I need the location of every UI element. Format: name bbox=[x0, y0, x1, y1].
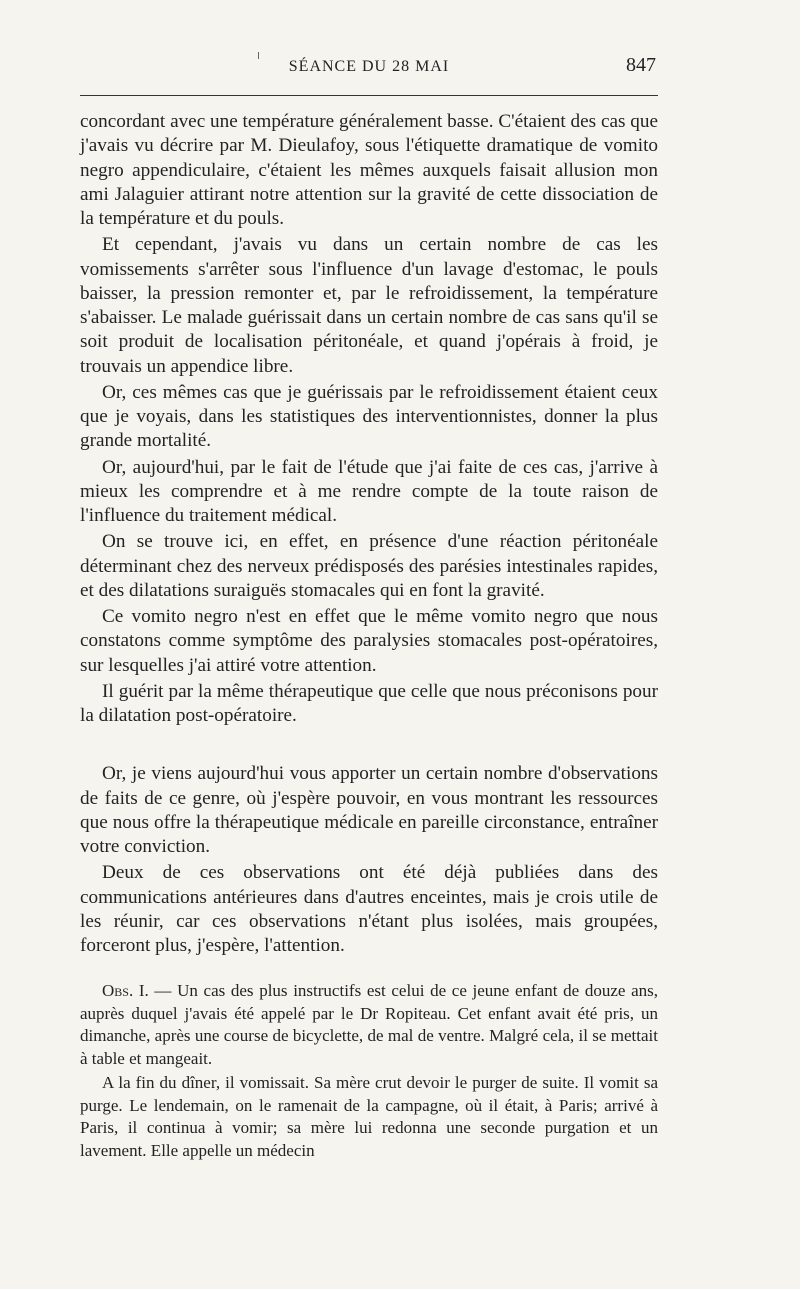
page-number: 847 bbox=[626, 54, 656, 76]
observation-text: Un cas des plus instructifs est celui de ce jeune enfant de douze ans, auprès duquel j'avais été appelé par le Dr Ropiteau. Cet enfant avait été pris, un dimanche, après une course de bicyclette, de mal de ventre. Malgré cela, il se mettait à table et mangeait. bbox=[80, 981, 658, 1068]
header-rule bbox=[80, 95, 658, 96]
observation-label: Obs. I. — bbox=[102, 981, 172, 1001]
paragraph: Deux de ces observations ont été déjà publiées dans des communications antérieures dans d'autres enceintes, mais je crois utile de les réunir, car ces observations n'étant plus isolées, mais groupées, forceront plus, j'espère, l'attention. bbox=[80, 862, 658, 956]
paragraph: Or, aujourd'hui, par le fait de l'étude que j'ai faite de ces cas, j'arrive à mieux les comprendre et à me rendre compte de la toute raison de l'influence du traitement médical. bbox=[80, 456, 658, 526]
paragraph: Et cependant, j'avais vu dans un certain nombre de cas les vomissements s'arrêter sous l'influence d'un lavage d'estomac, le pouls baisser, la pression remonter et, par le refroidissement, la température s'abaisser. Le malade guérissait dans un certain nombre de cas sans qu'il se soit produit de localisation péritonéale, et quand j'opérais à froid, je trouvais un appendice libre. bbox=[80, 234, 658, 377]
section-gap bbox=[80, 960, 658, 980]
paragraph: Or, ces mêmes cas que je guérissais par le refroidissement étaient ceux que je voyais, dans les statistiques des interventionnistes, donner la plus grande mortalité. bbox=[80, 381, 658, 452]
section-gap bbox=[80, 730, 658, 762]
paragraph-continued: concordant avec une température généralement basse. C'étaient des cas que j'avais vu décrire par M. Dieulafoy, sous l'étiquette dramatique de vomito negro appendiculaire, c'étaient les mêmes auxquels faisait allusion mon ami Jalaguier attirant notre attention sur la gravité de cette dissociation de la température et du pouls. bbox=[80, 111, 658, 229]
page-body bbox=[80, 110, 658, 1162]
paragraph: Or, je viens aujourd'hui vous apporter un certain nombre d'observations de faits de ce genre, où j'espère pouvoir, en vous montrant les ressources que nous offre la thérapeutique médicale en pareille circonstance, entraîner votre conviction. bbox=[80, 763, 658, 857]
running-header bbox=[80, 50, 658, 90]
paragraph: Il guérit par la même thérapeutique que celle que nous préconisons pour la dilatation post-opératoire. bbox=[80, 680, 658, 726]
observation-paragraph: A la fin du dîner, il vomissait. Sa mère crut devoir le purger de suite. Il vomit sa purge. Le lendemain, on le ramenait de la campagne, où il était, à Paris; arrivé à Paris, il continua à vomir; sa mère lui redonna une seconde purgation et un lavement. Elle appelle un médecin bbox=[80, 1073, 658, 1160]
paragraph: Ce vomito negro n'est en effet que le même vomito negro que nous constatons comme symptôme des paralysies stomacales post-opératoires, sur lesquelles j'ai attiré votre attention. bbox=[80, 606, 658, 676]
paragraph: On se trouve ici, en effet, en présence d'une réaction péritonéale déterminant chez des nerveux prédisposés des parésies intestinales rapides, et des dilatations suraiguës stomacales qui en font la gravité. bbox=[80, 531, 658, 601]
header-title: SÉANCE DU 28 MAI bbox=[288, 58, 450, 75]
observation-paragraph bbox=[80, 980, 658, 1070]
